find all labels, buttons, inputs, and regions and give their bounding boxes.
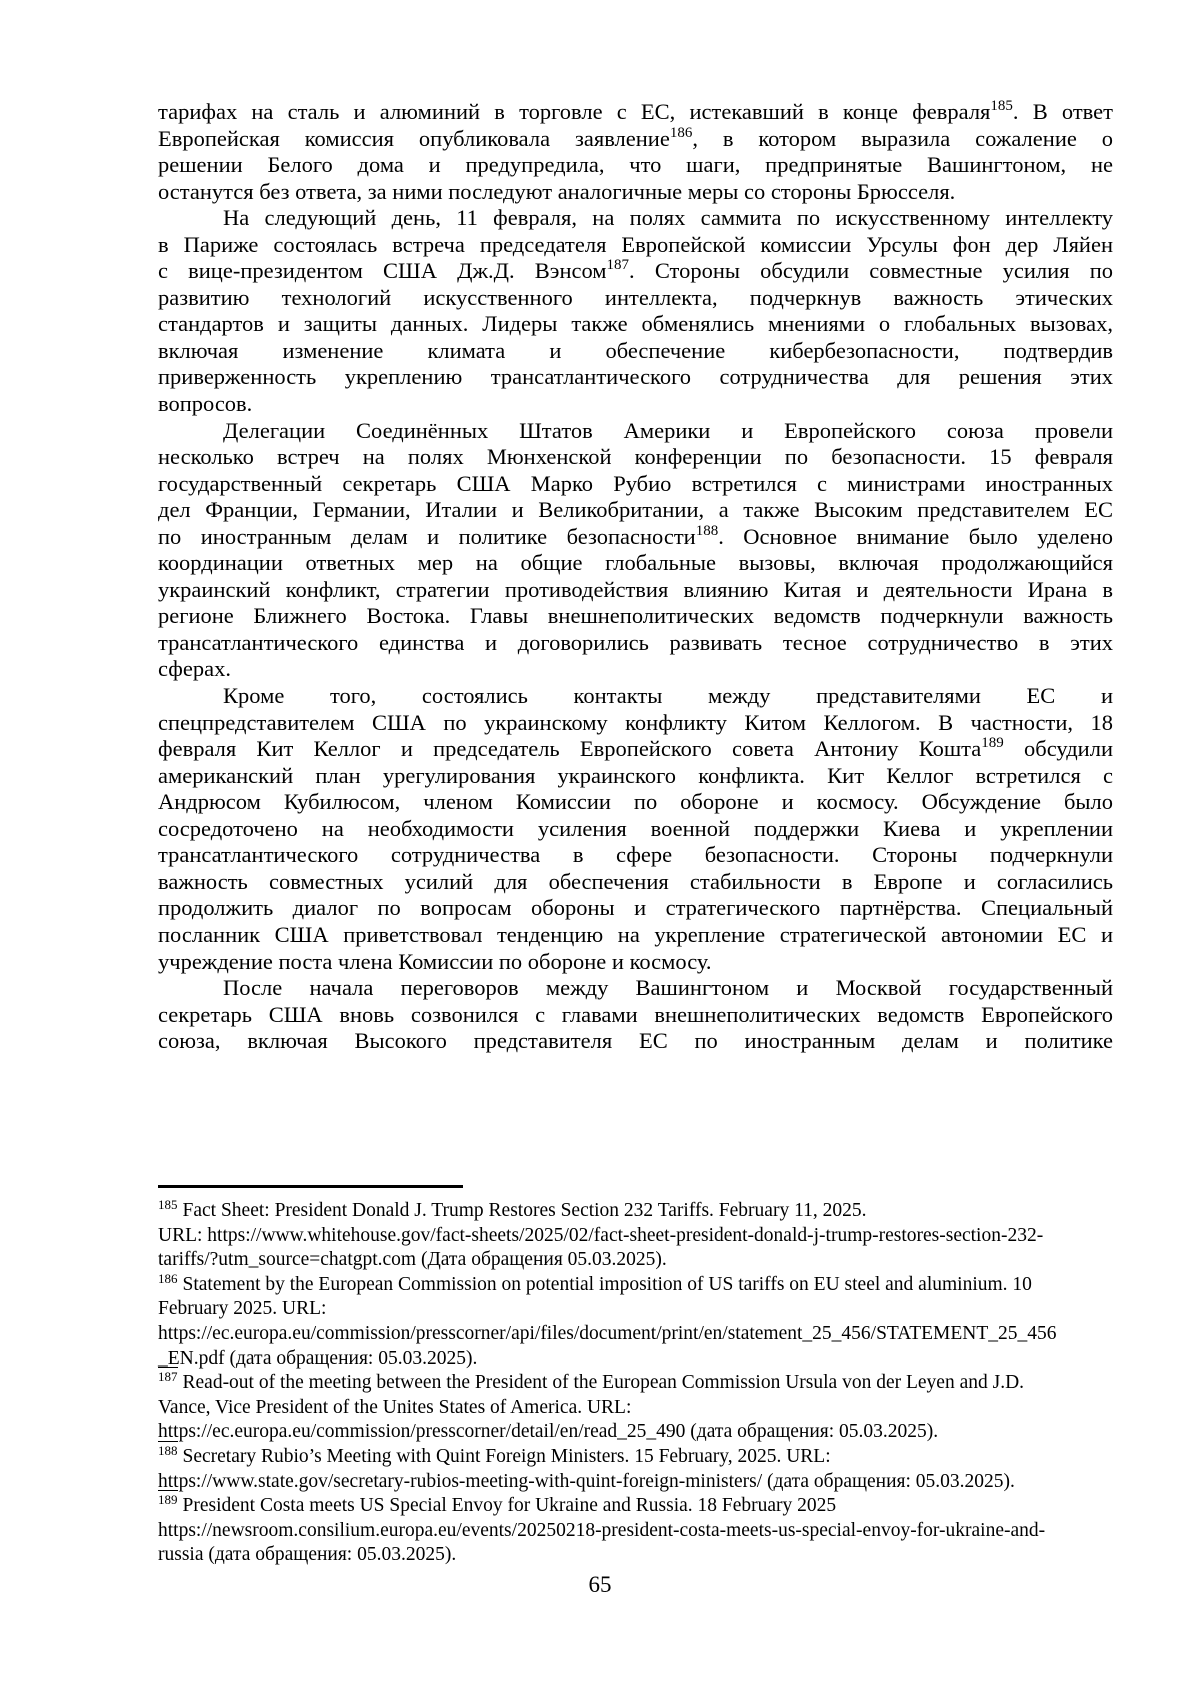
footnote (158, 1371, 1148, 1445)
body-line: по иностранным делам и политике безопасности$^{188}$. Основное внимание было уделено (158, 522, 1113, 549)
footnote-marker: 189 (158, 1492, 178, 1508)
body-line: спецпредставителем США по украинскому конфликту Китом Келлогом. В частности, 18 (158, 709, 1113, 735)
body-line: посланник США приветствовал тенденцию на укрепление стратегической автономии ЕС и (158, 921, 1113, 947)
footnote-line: $^{186}$ Statement by the European Commission on potential imposition of US tariffs on EU steel and aluminium. 10 (158, 1270, 1032, 1295)
body-line: государственный секретарь США Марко Рубио встретился с министрами иностранных (158, 470, 1113, 496)
body-line: несколько встреч на полях Мюнхенской конференции по безопасности. 15 февраля (158, 444, 1113, 470)
body-line: После начала переговоров между Вашингтоном и Москвой государственный (223, 975, 1113, 1001)
body-line: включая изменение климата и обеспечение кибербезопасности, подтвердив (158, 337, 1113, 363)
footnote (158, 1270, 1148, 1371)
body-line: Кроме того, состоялись контакты между представителями ЕС и (223, 683, 1113, 709)
body-line: стандартов и защиты данных. Лидеры также обменялись мнениями о глобальных вызовах, (158, 311, 1113, 337)
body-line: останутся без ответа, за ними последуют аналогичные меры со стороны Брюсселя. (158, 178, 956, 204)
footnote-marker: 186 (158, 1270, 178, 1286)
footnote-ref: 185 (990, 98, 1013, 114)
body-line: трансатлантического единства и договорились развивать тесное сотрудничество в этих (158, 629, 1113, 655)
page-number: 65 (588, 1572, 612, 1597)
body-line: сосредоточено на необходимости усиления военной поддержки Киева и укреплении (158, 815, 1113, 841)
footnote-ref: 186 (669, 124, 693, 141)
body-line: дел Франции, Германии, Италии и Великобритании, а также Высоким представителем ЕС (158, 497, 1113, 523)
body-line: февраля Кит Келлог и председатель Европейского совета Антониу Кошта$^{189}$ обсудили (158, 735, 1113, 762)
body-text (158, 99, 1113, 1055)
footnote-line: _EN.pdf (дата обращения: 05.03.2025). (158, 1347, 478, 1369)
footnote-line: https://ec.europa.eu/commission/presscorner/detail/en/read_25_490 (дата обращения: 05.03.2025). (158, 1421, 939, 1443)
footnote-separator (158, 1185, 463, 1188)
body-line: тарифах на сталь и алюминий в торговле с ЕС, истекавший в конце февраля$^{185}$. В ответ (158, 98, 1113, 124)
body-line: приверженность укреплению трансатлантического сотрудничества для решения этих (158, 364, 1113, 390)
footnote-line: $^{187}$ Read-out of the meeting between the President of the European Commission Ursula von der Leyen and J.D. (158, 1369, 1025, 1394)
body-line: союза, включая Высокого представителя ЕС по иностранным делам и политике (158, 1028, 1113, 1054)
footnote-line: https://ec.europa.eu/commission/presscorner/api/files/document/print/en/statement_25_456/STATEMENT_25_456 (158, 1322, 1057, 1344)
footnote-line: https://www.state.gov/secretary-rubios-meeting-with-quint-foreign-ministers/ (дата обращения: 05.03.2025). (158, 1470, 1015, 1492)
body-line: секретарь США вновь созвонился с главами внешнеполитических ведомств Европейского (158, 1001, 1113, 1027)
footnote-line: russia (дата обращения: 05.03.2025). (158, 1544, 457, 1566)
footnote-line: $^{189}$ President Costa meets US Special Envoy for Ukraine and Russia. 18 February 2025 (158, 1492, 837, 1517)
body-line: учреждение поста члена Комиссии по обороне и космосу. (158, 948, 712, 974)
footnote-line: tariffs/?utm_source=chatgpt.com (Дата обращения 05.03.2025). (158, 1249, 667, 1271)
footnote (158, 1199, 1148, 1273)
body-line: сферах. (158, 656, 231, 682)
footnote-line: $^{185}$ Fact Sheet: President Donald J. Trump Restores Section 232 Tariffs. February 11, 2025. (158, 1197, 867, 1221)
body-line: На следующий день, 11 февраля, на полях саммита по искусственному интеллекту (223, 205, 1113, 231)
footnotes (158, 1199, 1148, 1568)
footnote-line: February 2025. URL: (158, 1298, 327, 1320)
footnote-line: https://newsroom.consilium.europa.eu/events/20250218-president-costa-meets-us-special-envoy-for-ukraine-and- (158, 1519, 1046, 1541)
footnote-ref: 187 (606, 257, 630, 274)
footnote (158, 1494, 1148, 1568)
body-line: Андрюсом Кубилюсом, членом Комиссии по обороне и космосу. Обсуждение было (158, 789, 1113, 815)
body-line: развитию технологий искусственного интеллекта, подчеркнув важность этических (158, 284, 1113, 310)
footnote-line: $^{188}$ Secretary Rubio’s Meeting with Quint Foreign Ministers. 15 February, 2025. URL: (158, 1442, 831, 1467)
footnote-line: Vance, Vice President of the Unites States of America. URL: (158, 1396, 632, 1418)
footnote-marker: 188 (158, 1442, 178, 1458)
body-line: американский план урегулирования украинского конфликта. Кит Келлог встретился с (158, 762, 1113, 788)
footnote-marker: 187 (158, 1369, 178, 1385)
footnote-ref: 188 (695, 522, 719, 539)
body-line: вопросов. (158, 391, 253, 417)
body-line: в Париже состоялась встреча председателя Европейской комиссии Урсулы фон дер Ляйен (158, 231, 1113, 257)
footnote (158, 1442, 1148, 1494)
body-line: трансатлантического сотрудничества в сфере безопасности. Стороны подчеркнули (158, 842, 1113, 868)
body-line: важность совместных усилий для обеспечения стабильности в Европе и согласились (158, 868, 1113, 894)
body-line: продолжить диалог по вопросам обороны и стратегического партнёрства. Специальный (158, 895, 1113, 921)
body-line: решении Белого дома и предупредила, что шаги, предпринятые Вашингтоном, не (158, 152, 1113, 178)
body-line: Делегации Соединённых Штатов Америки и Европейского союза провели (223, 417, 1113, 443)
body-line: с вице-президентом США Дж.Д. Вэнсом$^{187}$. Стороны обсудили совместные усилия по (158, 257, 1113, 284)
body-line: Европейская комиссия опубликовала заявление$^{186}$, в котором выразила сожаление о (158, 124, 1113, 151)
footnote-marker: 185 (158, 1197, 178, 1212)
body-line: координации ответных мер на общие глобальные вызовы, включая продолжающийся (158, 550, 1113, 576)
footnote-ref: 189 (981, 735, 1004, 752)
body-line: украинский конфликт, стратегии противодействия влиянию Китая и деятельности Ирана в (158, 576, 1113, 602)
footnote-line: URL: https://www.whitehouse.gov/fact-sheets/2025/02/fact-sheet-president-donald-j-trump-restores-section-232- (158, 1224, 1044, 1246)
body-line: регионе Ближнего Востока. Главы внешнеполитических ведомств подчеркнули важность (158, 603, 1113, 629)
